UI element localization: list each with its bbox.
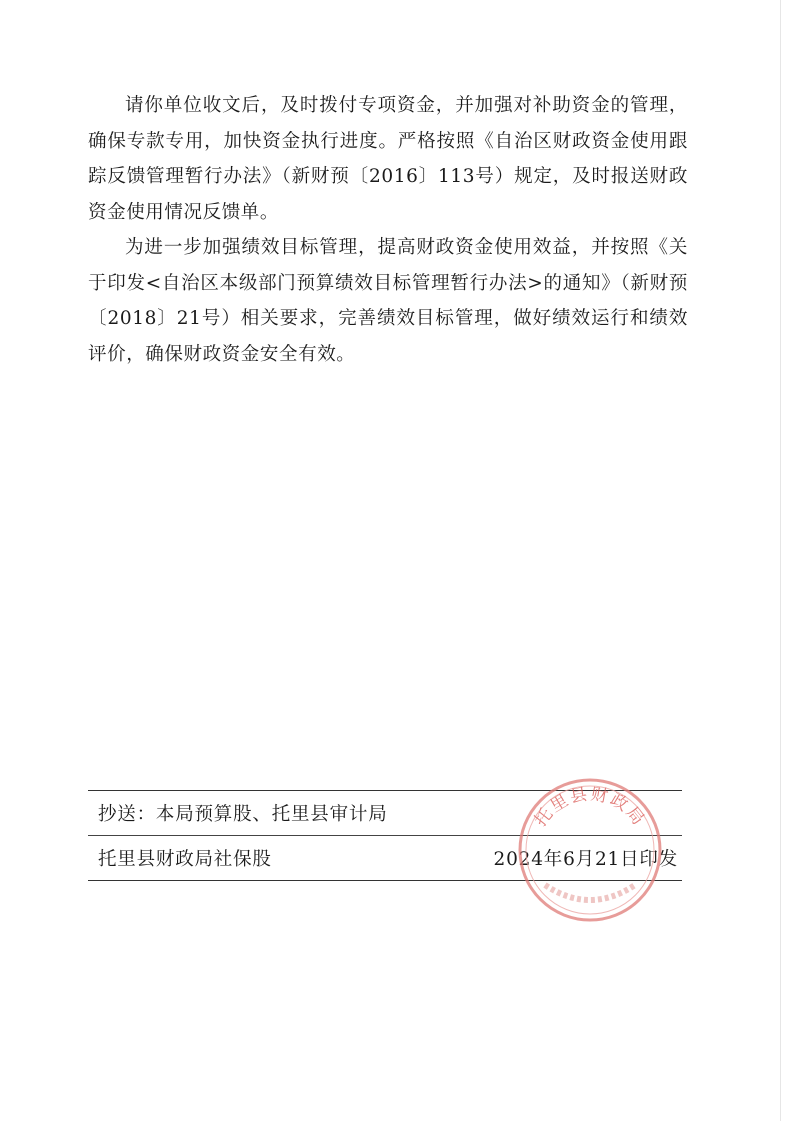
seal-text: 托里县财政局 bbox=[530, 784, 650, 831]
official-seal bbox=[515, 775, 665, 925]
body-paragraph-1: 请你单位收文后，及时拨付专项资金，并加强对补助资金的管理，确保专款专用，加快资金执行进度。严格按照《自治区财政资金使用跟踪反馈管理暂行办法》（新财预〔2016〕113号）规定，及时报送财政资金使用情况反馈单。 bbox=[88, 95, 688, 223]
body-paragraph-2: 为进一步加强绩效目标管理，提高财政资金使用效益，并按照《关于印发<自治区本级部门预算绩效目标管理暂行办法>的通知》（新财预〔2018〕21号）相关要求，完善绩效目标管理，做好绩效运行和绩效评价，确保财政资金安全有效。 bbox=[88, 237, 688, 365]
cc-recipients: 抄送：本局预算股、托里县审计局 bbox=[98, 804, 388, 825]
issue-date: 2024年6月21日印发 bbox=[493, 849, 678, 870]
svg-text:托里县财政局 bbox=[531, 784, 649, 830]
document-body bbox=[88, 88, 688, 372]
issuing-office: 托里县财政局社保股 bbox=[98, 849, 272, 870]
scan-edge-line bbox=[780, 0, 781, 1121]
